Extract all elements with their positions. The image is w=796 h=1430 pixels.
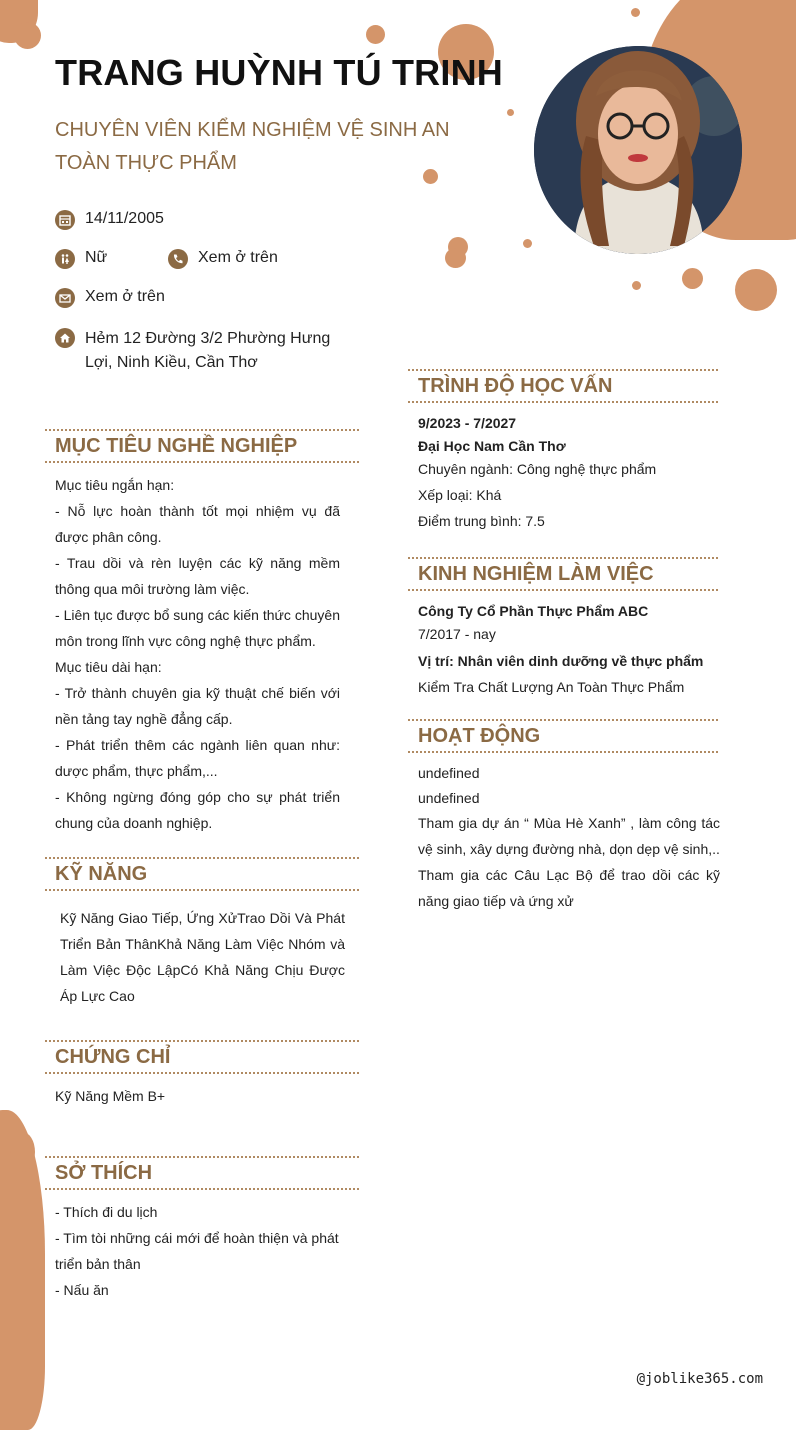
email-row — [55, 288, 165, 308]
section-title-hobbies: SỞ THÍCH — [45, 1156, 359, 1190]
objective-line: - Trau dồi và rèn luyện các kỹ năng mềm thông qua môi trường làm việc. — [55, 555, 340, 597]
section-title-experience: KINH NGHIỆM LÀM VIỆC — [408, 557, 718, 591]
objective-content — [55, 472, 340, 836]
candidate-name: TRANG HUỲNH TÚ TRINH — [55, 52, 503, 93]
education-content — [418, 410, 718, 534]
gender-icon — [55, 249, 75, 269]
decor-dot — [682, 268, 703, 289]
watermark: @joblike365.com — [636, 1371, 763, 1387]
objective-line: - Phát triển thêm các ngành liên quan như: dược phẩm, thực phẩm,... — [55, 737, 340, 779]
education-period: 9/2023 - 7/2027 — [418, 415, 517, 431]
hobby-item: - Thích đi du lịch — [55, 1204, 158, 1220]
objective-line: - Nỗ lực hoàn thành tốt mọi nhiệm vụ đã được phân công. — [55, 503, 340, 545]
birthdate-value: 14/11/2005 — [85, 210, 164, 227]
activity-item: Tham gia các Câu Lạc Bộ để trao dồi các kỹ năng giao tiếp và ứng xử — [418, 867, 720, 909]
decor-circle — [735, 269, 777, 311]
section-title-skills: KỸ NĂNG — [45, 857, 359, 891]
gender-value: Nữ — [85, 249, 108, 266]
phone-value[interactable]: Xem ở trên — [198, 249, 278, 266]
decor-dot — [366, 25, 385, 44]
hobby-item: - Nấu ăn — [55, 1282, 109, 1298]
phone-icon — [168, 249, 188, 269]
phone-row — [168, 249, 278, 269]
hobby-item: - Tìm tòi những cái mới để hoàn thiện và phát triển bản thân — [55, 1230, 339, 1272]
experience-position: Vị trí: Nhân viên dinh dưỡng về thực phẩm — [418, 653, 704, 669]
address-row — [55, 327, 345, 375]
decor-dot — [523, 239, 532, 248]
objective-line: Mục tiêu ngắn hạn: — [55, 477, 175, 493]
decor-dot — [10, 1132, 35, 1172]
section-title-activities: HOẠT ĐỘNG — [408, 719, 718, 753]
birthdate-row — [55, 210, 164, 230]
objective-line: - Trở thành chuyên gia kỹ thuật chế biến với nền tảng tay nghề đẳng cấp. — [55, 685, 340, 727]
mail-icon — [55, 288, 75, 308]
decor-dot — [507, 109, 514, 116]
section-title-objective: MỤC TIÊU NGHỀ NGHIỆP — [45, 429, 359, 463]
objective-line: - Không ngừng đóng góp cho sự phát triển chung của doanh nghiệp. — [55, 789, 340, 831]
calendar-icon — [55, 210, 75, 230]
decor-dot — [631, 8, 640, 17]
decor-dot — [632, 281, 641, 290]
activity-line: undefined — [418, 790, 480, 806]
activities-content — [418, 760, 720, 914]
experience-content — [418, 598, 718, 700]
section-title-education: TRÌNH ĐỘ HỌC VẤN — [408, 369, 718, 403]
skills-content: Kỹ Năng Giao Tiếp, Ứng XửTrao Dồi Và Phát Triển Bản ThânKhả Năng Làm Việc Nhóm và Làm Việc Độc LậpCó Khả Năng Chịu Được Áp Lực Cao — [60, 910, 345, 1004]
job-title: CHUYÊN VIÊN KIỂM NGHIỆM VỆ SINH AN TOÀN THỰC PHẨM — [55, 119, 450, 174]
hobbies-content — [55, 1199, 345, 1303]
education-gpa: Điểm trung bình: 7.5 — [418, 513, 545, 529]
section-title-certificates: CHỨNG CHỈ — [45, 1040, 359, 1074]
decor-dot — [445, 248, 466, 268]
activity-item: Tham gia dự án “ Mùa Hè Xanh” , làm công tác vệ sinh, xây dựng đường nhà, dọn dẹp vệ sinh,.. — [418, 815, 720, 857]
address-value: Hẻm 12 Đường 3/2 Phường Hưng Lợi, Ninh Kiều, Cần Thơ — [85, 330, 331, 371]
activity-line: undefined — [418, 765, 480, 781]
gender-row — [55, 249, 107, 269]
education-rank: Xếp loại: Khá — [418, 487, 502, 503]
experience-period: 7/2017 - nay — [418, 626, 496, 642]
education-major: Chuyên ngành: Công nghệ thực phẩm — [418, 461, 657, 477]
objective-line: - Liên tục được bổ sung các kiến thức chuyên môn trong lĩnh vực công nghệ thực phẩm. — [55, 607, 340, 649]
decor-dot — [14, 22, 41, 49]
education-school: Đại Học Nam Cần Thơ — [418, 438, 566, 454]
objective-line: Mục tiêu dài hạn: — [55, 659, 162, 675]
email-value[interactable]: Xem ở trên — [85, 288, 165, 305]
home-icon — [55, 328, 75, 348]
experience-description: Kiểm Tra Chất Lượng An Toàn Thực Phẩm — [418, 679, 685, 695]
certificates-content: Kỹ Năng Mềm B+ — [55, 1088, 166, 1104]
profile-photo — [534, 46, 742, 254]
experience-company: Công Ty Cổ Phần Thực Phẩm ABC — [418, 603, 649, 619]
